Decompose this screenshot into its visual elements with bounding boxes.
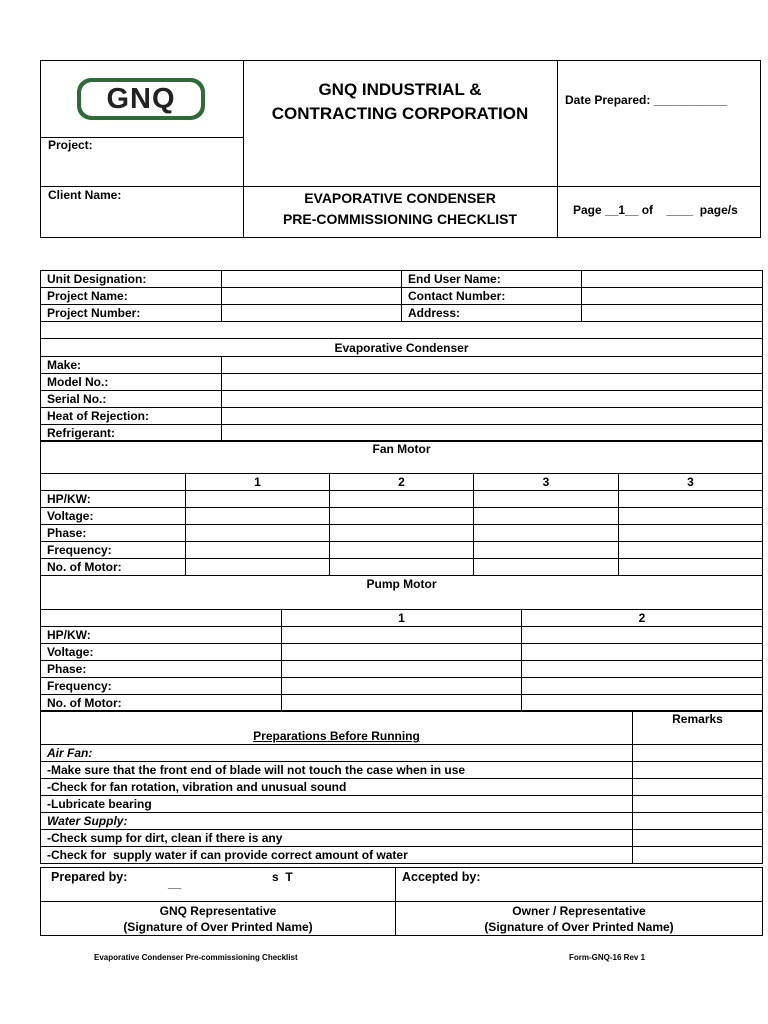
remarks-field[interactable]	[633, 779, 763, 796]
pump-cell[interactable]	[522, 695, 763, 712]
fan-cell[interactable]	[474, 542, 619, 559]
signature-marks: s T	[272, 870, 293, 884]
pump-no-of-motor-label: No. of Motor:	[41, 695, 282, 712]
fan-phase-label: Phase:	[41, 525, 186, 542]
pump-cell[interactable]	[522, 661, 763, 678]
client-cell	[41, 187, 244, 238]
checklist-item: -Lubricate bearing	[41, 796, 633, 813]
pump-cell[interactable]	[282, 661, 522, 678]
project-name-label: Project Name:	[41, 288, 222, 305]
fan-cell[interactable]	[186, 508, 330, 525]
make-field[interactable]	[222, 357, 763, 374]
accepted-by-cell[interactable]	[396, 868, 763, 902]
end-user-field[interactable]	[582, 271, 763, 288]
project-cell	[41, 138, 244, 187]
fan-motor-col-4: 3	[619, 474, 763, 491]
serial-no-field[interactable]	[222, 391, 763, 408]
form-title-line1: EVAPORATIVE CONDENSER	[304, 190, 496, 206]
project-number-label: Project Number:	[41, 305, 222, 322]
fan-cell[interactable]	[186, 542, 330, 559]
condenser-title: Evaporative Condenser	[41, 339, 763, 357]
prepared-by-label: Prepared by:	[51, 870, 128, 884]
client-name-label: Client Name:	[48, 188, 122, 202]
remarks-field[interactable]	[633, 762, 763, 779]
remarks-header: Remarks	[633, 711, 763, 745]
logo-cell	[41, 61, 244, 138]
heat-of-rejection-label: Heat of Rejection:	[41, 408, 222, 425]
preparations-title: Preparations Before Running	[41, 711, 633, 745]
refrigerant-label: Refrigerant:	[41, 425, 222, 442]
pump-motor-col-1: 1	[282, 610, 522, 627]
prepared-by-cell[interactable]	[41, 868, 396, 902]
contact-number-label: Contact Number:	[402, 288, 582, 305]
water-supply-heading: Water Supply:	[41, 813, 633, 830]
pump-cell[interactable]	[282, 678, 522, 695]
fan-motor-title: Fan Motor	[41, 441, 763, 474]
pump-cell[interactable]	[522, 678, 763, 695]
fan-cell[interactable]	[474, 525, 619, 542]
company-name-line2: CONTRACTING CORPORATION	[271, 104, 529, 123]
owner-representative-label: Owner / Representative	[512, 903, 646, 918]
accepted-by-label: Accepted by:	[402, 870, 481, 884]
checklist-item: -Make sure that the front end of blade will not touch the case when in use	[41, 762, 633, 779]
checklist-item: -Check for supply water if can provide correct amount of water	[41, 847, 633, 864]
footer-document-title: Evaporative Condenser Pre-commissioning Checklist	[94, 953, 298, 962]
gnq-representative-cell	[41, 902, 396, 936]
fan-motor-header-blank	[41, 474, 186, 491]
checklist-item: -Check sump for dirt, clean if there is any	[41, 830, 633, 847]
pump-motor-col-2: 2	[522, 610, 763, 627]
fan-frequency-label: Frequency:	[41, 542, 186, 559]
contact-number-field[interactable]	[582, 288, 763, 305]
gnq-signature-note: (Signature of Over Printed Name)	[123, 919, 313, 934]
unit-designation-field[interactable]	[222, 271, 402, 288]
fan-cell[interactable]	[330, 508, 474, 525]
condenser-table	[40, 338, 763, 442]
remarks-field[interactable]	[633, 830, 763, 847]
date-prepared-cell	[558, 61, 760, 187]
owner-signature-note: (Signature of Over Printed Name)	[484, 919, 674, 934]
pump-cell[interactable]	[282, 644, 522, 661]
remarks-field[interactable]	[633, 813, 763, 830]
address-label: Address:	[402, 305, 582, 322]
model-no-label: Model No.:	[41, 374, 222, 391]
owner-representative-cell	[396, 902, 763, 936]
fan-cell[interactable]	[330, 542, 474, 559]
pump-motor-title: Pump Motor	[41, 576, 763, 610]
project-name-field[interactable]	[222, 288, 402, 305]
fan-cell[interactable]	[474, 491, 619, 508]
form-title-line2: PRE-COMMISSIONING CHECKLIST	[282, 211, 518, 227]
logo-text: GNQ	[81, 82, 201, 116]
date-prepared-label: Date Prepared: ___________	[565, 93, 728, 107]
pump-cell[interactable]	[522, 644, 763, 661]
signature-dash: __	[168, 876, 182, 890]
pump-cell[interactable]	[522, 627, 763, 644]
fan-cell[interactable]	[186, 491, 330, 508]
fan-hp-kw-label: HP/KW:	[41, 491, 186, 508]
fan-cell[interactable]	[619, 491, 763, 508]
project-info-table	[40, 270, 763, 339]
fan-cell[interactable]	[330, 559, 474, 576]
company-name-cell	[244, 61, 558, 187]
fan-cell[interactable]	[619, 508, 763, 525]
fan-cell[interactable]	[330, 491, 474, 508]
address-field[interactable]	[582, 305, 763, 322]
remarks-field[interactable]	[633, 847, 763, 864]
project-number-field[interactable]	[222, 305, 402, 322]
checklist-item: -Check for fan rotation, vibration and unusual sound	[41, 779, 633, 796]
fan-motor-col-1: 1	[186, 474, 330, 491]
unit-designation-label: Unit Designation:	[41, 271, 222, 288]
fan-cell[interactable]	[619, 525, 763, 542]
make-label: Make:	[41, 357, 222, 374]
heat-of-rejection-field[interactable]	[222, 408, 763, 425]
footer-form-code: Form-GNQ-16 Rev 1	[569, 953, 646, 962]
project-label: Project:	[48, 138, 93, 152]
preparations-table	[40, 710, 763, 864]
spacer-row	[41, 322, 763, 339]
end-user-label: End User Name:	[402, 271, 582, 288]
serial-no-label: Serial No.:	[41, 391, 222, 408]
remarks-field[interactable]	[633, 745, 763, 762]
fan-cell[interactable]	[186, 559, 330, 576]
pump-cell[interactable]	[282, 627, 522, 644]
fan-no-of-motor-label: No. of Motor:	[41, 559, 186, 576]
pump-frequency-label: Frequency:	[41, 678, 282, 695]
page-number-text: Page __1__ of ____ page/s	[573, 203, 738, 217]
fan-motor-col-2: 2	[330, 474, 474, 491]
signature-table	[40, 867, 763, 936]
fan-cell[interactable]	[619, 559, 763, 576]
air-fan-heading: Air Fan:	[41, 745, 633, 762]
pump-motor-table	[40, 575, 763, 712]
fan-motor-table	[40, 440, 763, 576]
form-header	[40, 60, 761, 238]
fan-cell[interactable]	[474, 559, 619, 576]
fan-motor-col-3: 3	[474, 474, 619, 491]
pump-hp-kw-label: HP/KW:	[41, 627, 282, 644]
fan-cell[interactable]	[186, 525, 330, 542]
pump-cell[interactable]	[282, 695, 522, 712]
model-no-field[interactable]	[222, 374, 763, 391]
page-number-cell	[558, 187, 760, 238]
remarks-field[interactable]	[633, 796, 763, 813]
pump-motor-header-blank	[41, 610, 282, 627]
pump-phase-label: Phase:	[41, 661, 282, 678]
fan-cell[interactable]	[330, 525, 474, 542]
company-name-line1: GNQ INDUSTRIAL &	[318, 80, 482, 99]
form-title-cell	[244, 187, 558, 238]
fan-voltage-label: Voltage:	[41, 508, 186, 525]
gnq-representative-label: GNQ Representative	[159, 903, 277, 918]
refrigerant-field[interactable]	[222, 425, 763, 442]
company-logo	[77, 78, 205, 120]
pump-voltage-label: Voltage:	[41, 644, 282, 661]
fan-cell[interactable]	[619, 542, 763, 559]
fan-cell[interactable]	[474, 508, 619, 525]
